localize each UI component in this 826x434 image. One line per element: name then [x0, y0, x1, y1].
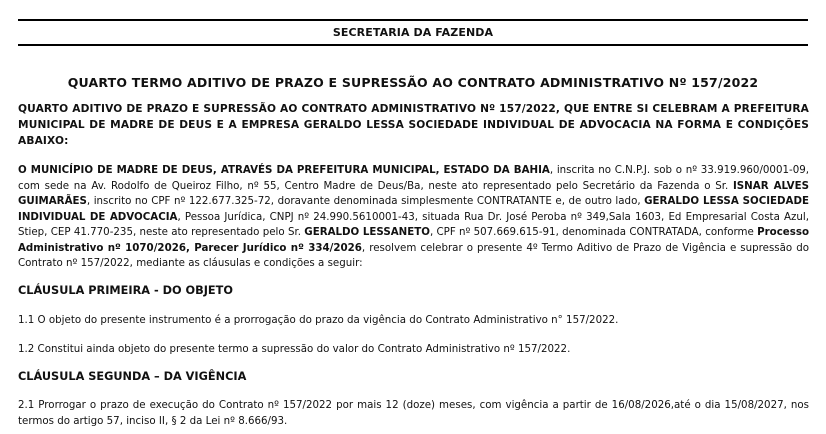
- municipality-name: O MUNICÍPIO DE MADRE DE DEUS, ATRAVÉS DA PREFEITURA MUNICIPAL, ESTADO DA BAHIA: [18, 164, 550, 176]
- representative-name: GERALDO LESSANETO: [304, 226, 430, 238]
- department-name: SECRETARIA DA FAZENDA: [332, 26, 494, 39]
- clause-2-item-1: 2.1 Prorrogar o prazo de execução do Contrato nº 157/2022 por mais 12 (doze) meses, com vigência a partir de 16/08/2026,até o dia 15/08/2027, nos termos do artigo 57, inciso II, § 2 da Lei nº 8.666/93.: [18, 399, 809, 427]
- department-header: [18, 19, 808, 46]
- contractor-name: GERALDO LESSA SOCIEDADE INDIVIDUAL DE ADVOCACIA: [18, 195, 809, 223]
- clause-1-item-2: 1.2 Constitui ainda objeto do presente termo a supressão do valor do Contrato Administrativo nº 157/2022.: [18, 343, 571, 355]
- clause-2-heading: CLÁUSULA SEGUNDA – DA VIGÊNCIA: [18, 370, 247, 383]
- preamble-text-2: , inscrito no CPF nº 122.677.325-72, doravante denominada simplesmente CONTRATANTE e, de outro lado,: [86, 195, 645, 207]
- secretary-name: ISNAR ALVES GUIMARÃES: [18, 179, 809, 207]
- clause-1-heading: CLÁUSULA PRIMEIRA - DO OBJETO: [18, 284, 233, 297]
- clause-1-item-1: 1.1 O objeto do presente instrumento é a prorrogação do prazo da vigência do Contrato Administrativo n° 157/2022.: [18, 314, 619, 326]
- process-reference: Processo Administrativo nº 1070/2026, Parecer Jurídico nº 334/2026: [18, 226, 809, 254]
- preamble-text-4: , CPF nº 507.669.615-91, denominada CONTRATADA, conforme: [429, 226, 758, 238]
- preamble-text-5: , resolvem celebrar o presente 4º Termo Aditivo de Prazo de Vigência e supressão do Contrato nº 157/2022, mediante as cláusulas e condições a seguir:: [18, 241, 809, 269]
- preamble-paragraph: [18, 163, 809, 272]
- preamble-text-3: , Pessoa Jurídica, CNPJ nº 24.990.5610001-43, situada Rua Dr. José Peroba nº 349,Sala 1603, Ed Empresarial Costa Azul, Stiep, CEP 41.770-235, neste ato representado pelo Sr.: [18, 210, 809, 238]
- document-intro: QUARTO ADITIVO DE PRAZO E SUPRESSÃO AO CONTRATO ADMINISTRATIVO Nº 157/2022, QUE ENTRE SI CELEBRAM A PREFEITURA MUNICIPAL DE MADRE DE DEUS E A EMPRESA GERALDO LESSA SOCIEDADE INDIVIDUAL DE ADVOCACIA NA FORMA E CONDIÇÕES ABAIXO:: [18, 103, 809, 147]
- document-title: QUARTO TERMO ADITIVO DE PRAZO E SUPRESSÃO AO CONTRATO ADMINISTRATIVO Nº 157/2022: [67, 75, 759, 90]
- preamble-text-1: , inscrita no C.N.P.J. sob o nº 33.919.960/0001-09, com sede na Av. Rodolfo de Queiroz Filho, nº 55, Centro Madre de Deus/Ba, neste ato representado pelo Secretário da Fazenda o Sr.: [18, 164, 809, 192]
